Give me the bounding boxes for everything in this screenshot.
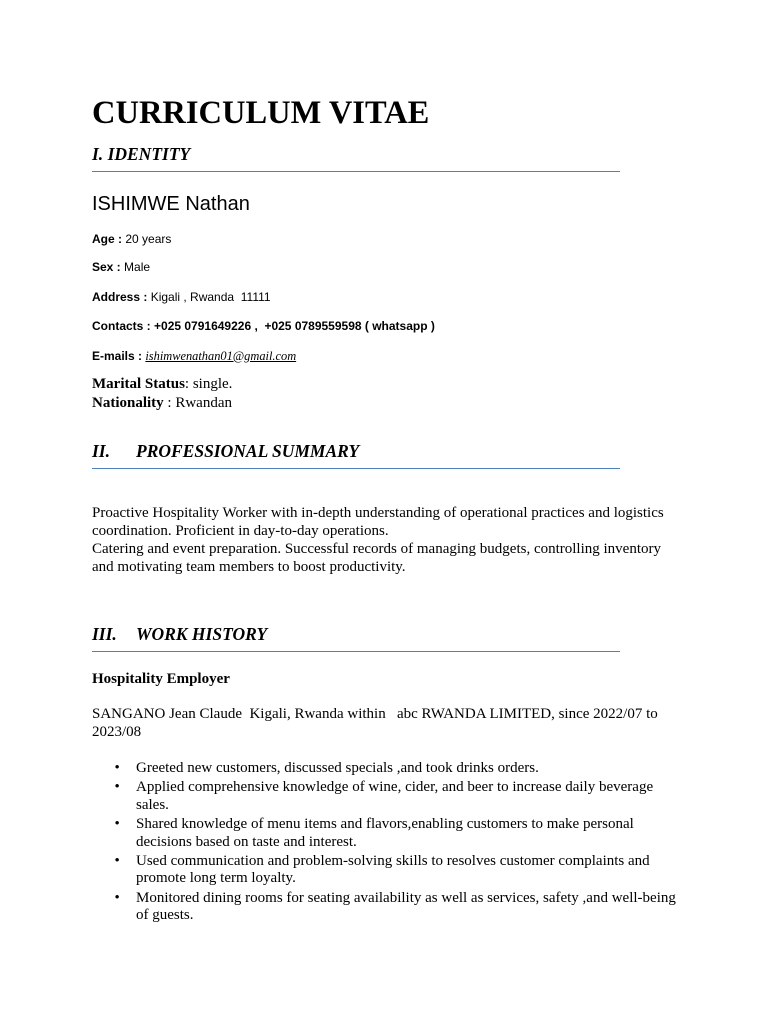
marital-status-row <box>92 375 232 394</box>
section-title: PROFESSIONAL SUMMARY <box>136 441 360 462</box>
address-row <box>92 290 271 305</box>
sex-row <box>92 260 150 275</box>
duty-item: • Used communication and problem-solving skills to resolves customer complaints and promote long term loyalty. <box>136 853 684 888</box>
email-link[interactable]: ishimwenathan01@gmail.com <box>145 348 297 363</box>
nationality-row <box>92 394 232 413</box>
age-row <box>92 232 171 247</box>
address-label: Address : <box>92 289 148 304</box>
full-name: ISHIMWE Nathan <box>92 193 250 215</box>
sex-value: Male <box>124 259 151 274</box>
professional-summary <box>92 504 680 576</box>
age-value: 20 years <box>125 231 172 246</box>
section-heading-work-history <box>92 624 267 645</box>
section-number: III. <box>92 624 117 645</box>
section-number: I. <box>92 144 104 165</box>
duties-list <box>136 760 684 926</box>
summary-paragraph: Proactive Hospitality Worker with in-depth understanding of operational practices and logistics coordination. Proficient in day-to-day operations. <box>92 505 664 539</box>
emails-row <box>92 349 296 364</box>
marital-status-value: : single. <box>184 375 233 392</box>
document-title: CURRICULUM VITAE <box>92 95 430 131</box>
duty-item: • Applied comprehensive knowledge of wine, cider, and beer to increase daily beverage sales. <box>136 779 684 814</box>
contacts-value: +025 0791649226 , +025 0789559598 ( whatsapp ) <box>154 318 435 333</box>
sex-label: Sex : <box>92 259 121 274</box>
emails-label: E-mails : <box>92 348 143 363</box>
nationality-value: : Rwandan <box>167 394 232 411</box>
duty-item: • Monitored dining rooms for seating availability as well as services, safety ,and well-being of guests. <box>136 890 684 925</box>
section-divider <box>92 171 620 172</box>
section-number: II. <box>92 441 110 462</box>
summary-paragraph: Catering and event preparation. Successful records of managing budgets, controlling inventory and motivating team members to boost productivity. <box>92 541 662 575</box>
contacts-row <box>92 319 435 334</box>
duty-item: • Greeted new customers, discussed specials ,and took drinks orders. <box>136 760 684 778</box>
address-value: Kigali , Rwanda 11111 <box>150 289 271 304</box>
position-title: Hospitality Employer <box>92 671 230 687</box>
employment-details: SANGANO Jean Claude Kigali, Rwanda within abc RWANDA LIMITED, since 2022/07 to 2023/08 <box>92 706 662 740</box>
section-heading-summary <box>92 441 359 462</box>
personal-details <box>92 375 232 413</box>
contacts-label: Contacts : <box>92 318 151 333</box>
duty-item: • Shared knowledge of menu items and flavors,enabling customers to make personal decisions based on taste and interest. <box>136 816 684 851</box>
marital-status-label: Marital Status <box>92 375 185 392</box>
nationality-label: Nationality <box>92 394 164 411</box>
section-divider <box>92 651 620 652</box>
section-divider <box>92 468 620 469</box>
section-heading-identity <box>92 144 190 165</box>
section-title: IDENTITY <box>107 144 191 165</box>
section-title: WORK HISTORY <box>136 624 268 645</box>
age-label: Age : <box>92 231 122 246</box>
